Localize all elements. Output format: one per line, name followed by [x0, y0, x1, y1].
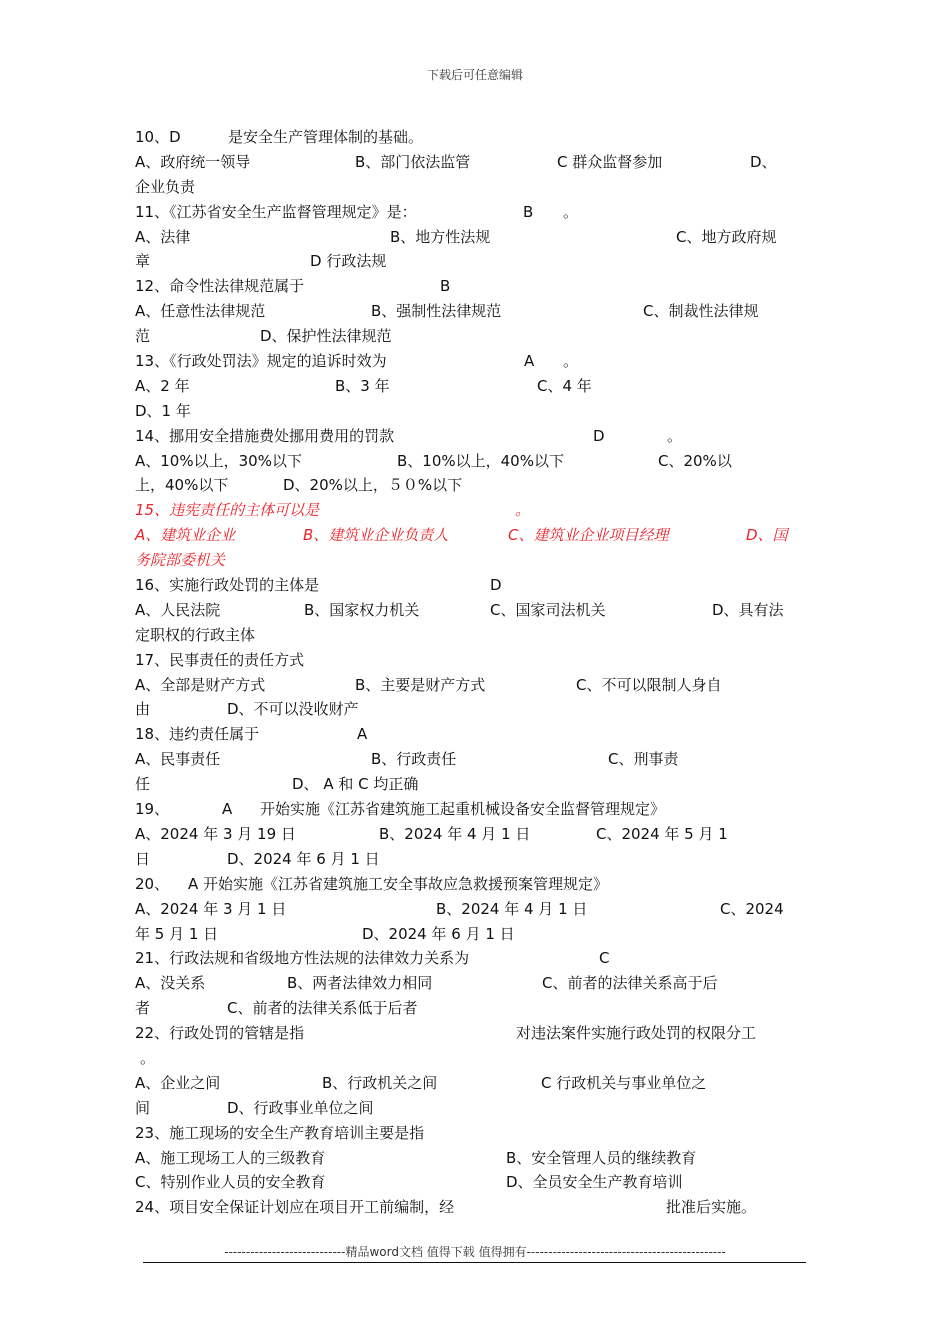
text-segment: A、10%以上，30%以下 — [135, 451, 302, 470]
text-segment: 19、 — [135, 800, 170, 819]
text-line — [135, 946, 800, 971]
text-segment: A、没关系 — [135, 974, 206, 993]
text-line — [135, 1096, 800, 1121]
text-segment: B、行政责任 — [371, 750, 457, 769]
text-line — [135, 150, 800, 175]
text-segment: D 行政法规 — [310, 252, 387, 271]
text-segment: 由 — [135, 700, 151, 719]
text-segment: 是安全生产管理体制的基础。 — [228, 128, 424, 146]
text-segment: 16、实施行政处罚的主体是 — [135, 576, 320, 595]
text-line — [135, 797, 800, 822]
text-segment: C — [599, 949, 610, 968]
text-segment: C、前者的法律关系低于后者 — [227, 999, 418, 1018]
text-line — [135, 324, 800, 349]
text-line — [135, 1046, 800, 1071]
text-segment: 。 — [515, 501, 531, 520]
text-segment: 18、违约责任属于 — [135, 725, 260, 744]
text-segment: 章 — [135, 252, 151, 271]
text-segment: A、2 年 — [135, 376, 190, 395]
text-segment: 对违法案件实施行政处罚的权限分工 — [516, 1024, 757, 1043]
page-footer: ----------------------------精品word文档 值得下载 值得拥有---------------------------------------------- — [224, 1245, 726, 1259]
text-segment: A、任意性法律规范 — [135, 302, 266, 321]
text-line — [135, 673, 800, 698]
text-line — [135, 1195, 800, 1220]
text-line — [135, 200, 800, 225]
text-line — [135, 747, 800, 772]
text-segment: A — [524, 352, 535, 371]
text-segment: 任 — [135, 775, 151, 794]
text-segment: 务院部委机关 — [135, 551, 226, 570]
text-segment: 开始实施《江苏省建筑施工起重机械设备安全监督管理规定》 — [260, 800, 666, 819]
text-line — [135, 598, 800, 623]
text-segment: C、地方政府规 — [676, 227, 777, 246]
text-segment: 15、违宪责任的主体可以是 — [135, 501, 320, 520]
text-line — [135, 971, 800, 996]
text-line — [135, 996, 800, 1021]
text-segment: B、10%以上，40%以下 — [397, 451, 564, 470]
text-line — [135, 847, 800, 872]
text-segment: 17、民事责任的责任方式 — [135, 650, 305, 669]
text-segment: 14、挪用安全措施费处挪用费用的罚款 — [135, 426, 395, 445]
text-line — [135, 1121, 800, 1146]
text-line — [135, 722, 800, 747]
text-line — [135, 175, 800, 200]
text-segment: 21、行政法规和省级地方性法规的法律效力关系为 — [135, 949, 470, 968]
text-segment: B、部门依法监管 — [355, 152, 471, 171]
text-segment: C、4 年 — [537, 376, 592, 395]
text-segment: A、2024 年 3 月 1 日 — [135, 899, 287, 918]
text-segment: C、2024 年 5 月 1 — [596, 824, 728, 843]
text-segment: 。 — [563, 352, 579, 371]
text-segment: C、前者的法律关系高于后 — [542, 974, 718, 993]
text-line — [135, 548, 800, 573]
text-segment: 10、D — [135, 128, 181, 146]
text-segment: B、2024 年 4 月 1 日 — [379, 824, 531, 843]
text-line — [135, 523, 800, 548]
text-segment: A、全部是财产方式 — [135, 675, 266, 694]
text-line — [135, 623, 800, 648]
text-segment: A、施工现场工人的三级教育 — [135, 1148, 326, 1167]
text-segment: C、不可以限制人身自 — [576, 675, 722, 694]
text-segment: 上，40%以下 — [135, 476, 229, 495]
question-list — [135, 125, 800, 1220]
text-segment: C、2024 — [720, 899, 784, 918]
text-segment: D、 A 和 C 均正确 — [292, 775, 419, 794]
text-segment: 间 — [135, 1098, 151, 1117]
text-line — [135, 697, 800, 722]
text-segment: D、2024 年 6 月 1 日 — [227, 849, 380, 868]
page-header: 下载后可任意编辑 — [426, 68, 523, 82]
text-segment: C、刑事责 — [608, 750, 679, 769]
text-segment: B、3 年 — [335, 376, 390, 395]
text-line — [135, 498, 800, 523]
text-segment: 。 — [563, 202, 579, 221]
text-segment: D、全员安全生产教育培训 — [506, 1173, 683, 1192]
text-segment: B、主要是财产方式 — [355, 675, 486, 694]
text-segment: 年 5 月 1 日 — [135, 924, 219, 943]
text-segment: 定职权的行政主体 — [135, 625, 256, 644]
text-segment: 13、《行政处罚法》规定的追诉时效为 — [135, 352, 387, 371]
text-line — [135, 225, 800, 250]
text-segment: 批准后实施。 — [666, 1198, 757, 1217]
text-segment: 日 — [135, 849, 151, 868]
text-segment: C 行政机关与事业单位之 — [541, 1073, 707, 1092]
text-line — [135, 822, 800, 847]
text-line — [135, 125, 800, 150]
text-line — [135, 249, 800, 274]
text-segment: B、安全管理人员的继续教育 — [506, 1148, 697, 1167]
text-segment: D、 — [750, 152, 777, 171]
text-line — [135, 299, 800, 324]
text-segment: B、地方性法规 — [390, 227, 491, 246]
text-line — [135, 772, 800, 797]
text-line — [135, 872, 800, 897]
text-line — [135, 1071, 800, 1096]
text-segment: C、20%以 — [658, 451, 732, 470]
text-line — [135, 1021, 800, 1046]
text-segment: 20、 — [135, 874, 170, 893]
text-segment: A、法律 — [135, 227, 191, 246]
text-segment: B、行政机关之间 — [322, 1073, 438, 1092]
text-segment: A 开始实施《江苏省建筑施工安全事故应急救援预案管理规定》 — [188, 874, 609, 893]
text-line — [135, 449, 800, 474]
text-segment: A、人民法院 — [135, 600, 221, 619]
text-segment: 12、命令性法律规范属于 — [135, 277, 305, 296]
text-segment: D、行政事业单位之间 — [227, 1098, 374, 1117]
text-segment: C、特别作业人员的安全教育 — [135, 1173, 326, 1192]
text-segment: B、强制性法律规范 — [371, 302, 502, 321]
text-segment: D、1 年 — [135, 401, 191, 420]
footer-divider — [143, 1262, 806, 1263]
text-segment: B、2024 年 4 月 1 日 — [436, 899, 588, 918]
text-segment: A、企业之间 — [135, 1073, 221, 1092]
text-segment: D — [490, 576, 502, 595]
text-line — [135, 1170, 800, 1195]
text-segment: A、民事责任 — [135, 750, 221, 769]
text-segment: 23、施工现场的安全生产教育培训主要是指 — [135, 1123, 425, 1142]
text-line — [135, 274, 800, 299]
text-segment: A、2024 年 3 月 19 日 — [135, 824, 296, 843]
text-line — [135, 1146, 800, 1171]
text-segment: A、政府统一领导 — [135, 152, 251, 171]
text-segment: D、20%以上，５０%以下 — [283, 476, 463, 495]
text-segment: 范 — [135, 327, 151, 346]
text-segment: B、建筑业企业负责人 — [303, 526, 449, 545]
text-segment: 。 — [667, 426, 683, 445]
text-line — [135, 648, 800, 673]
text-segment: B、两者法律效力相同 — [287, 974, 433, 993]
text-line — [135, 473, 800, 498]
text-segment: D、2024 年 6 月 1 日 — [362, 924, 515, 943]
text-line — [135, 374, 800, 399]
text-segment: B — [440, 277, 451, 296]
text-segment: B — [523, 202, 534, 221]
text-segment: 企业负责 — [135, 177, 196, 196]
text-line — [135, 897, 800, 922]
text-segment: A、建筑业企业 — [135, 526, 236, 545]
text-line — [135, 349, 800, 374]
text-line — [135, 399, 800, 424]
text-segment: D、国 — [746, 526, 788, 545]
text-segment: D、保护性法律规范 — [260, 327, 392, 346]
text-segment: C、国家司法机关 — [490, 600, 606, 619]
text-line — [135, 424, 800, 449]
text-segment: C 群众监督参加 — [557, 152, 663, 171]
text-line — [135, 573, 800, 598]
text-segment: D、不可以没收财产 — [227, 700, 359, 719]
text-segment: A — [357, 725, 368, 744]
text-segment: D — [593, 426, 605, 445]
text-segment: A — [222, 800, 233, 819]
text-segment: 24、项目安全保证计划应在项目开工前编制，经 — [135, 1198, 455, 1217]
text-line — [135, 922, 800, 947]
text-segment: D、具有法 — [712, 600, 784, 619]
text-segment: B、国家权力机关 — [304, 600, 420, 619]
text-segment: 者 — [135, 999, 151, 1018]
text-segment: C、制裁性法律规 — [643, 302, 759, 321]
text-segment: 。 — [140, 1048, 156, 1067]
text-segment: 22、行政处罚的管辖是指 — [135, 1024, 305, 1043]
text-segment: 11、《江苏省安全生产监督管理规定》是： — [135, 202, 417, 221]
text-segment: C、建筑业企业项目经理 — [508, 526, 669, 545]
